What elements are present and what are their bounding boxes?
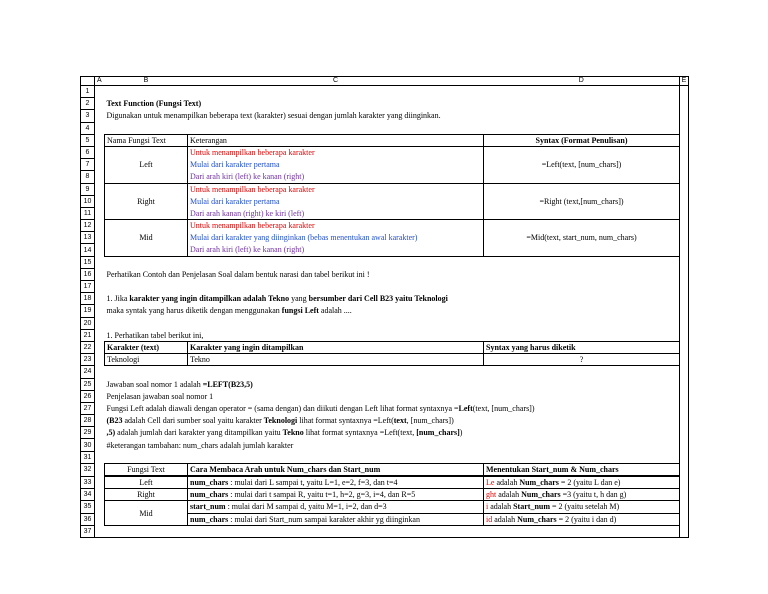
row-27	[81, 402, 689, 414]
function-name-cell[interactable]: Right	[105, 183, 188, 220]
table-cell[interactable]: Mid	[105, 501, 188, 525]
description-cell[interactable]: Untuk menampilkan beberapa karakter	[188, 146, 484, 158]
row-number[interactable]: 11	[81, 207, 95, 219]
row-28	[81, 415, 689, 427]
row-number[interactable]: 30	[81, 439, 95, 451]
row-18	[81, 293, 689, 305]
row-22	[81, 341, 689, 353]
table-cell[interactable]: ght adalah Num_chars =3 (yaitu t, h dan g)	[484, 489, 680, 501]
row-number[interactable]: 24	[81, 366, 95, 378]
row-number[interactable]: 31	[81, 451, 95, 463]
row-1	[81, 86, 689, 98]
row-20	[81, 317, 689, 329]
row-23	[81, 354, 689, 366]
row-5	[81, 134, 689, 146]
note-text: #keterangan tambahan: num_chars adalah jumlah karakter	[106, 440, 294, 450]
table-cell[interactable]: Right	[105, 489, 188, 501]
explanation-text: ,5) adalah jumlah dari karakter yang ditampilkan yaitu Tekno lihat format syntaxnya =Left(text, [num_chars])	[106, 428, 463, 438]
row-33	[81, 476, 689, 489]
table-header-cell[interactable]: Menentukan Start_num & Num_chars	[484, 463, 680, 476]
function-name-cell[interactable]: Mid	[105, 220, 188, 257]
row-6	[81, 146, 689, 158]
row-19	[81, 305, 689, 317]
row-15	[81, 256, 689, 268]
select-all-corner[interactable]	[81, 77, 95, 86]
row-21	[81, 329, 689, 341]
row-number[interactable]: 35	[81, 501, 95, 513]
row-number[interactable]: 16	[81, 268, 95, 280]
syntax-cell[interactable]: =Right (text,[num_chars])	[484, 183, 680, 220]
row-number[interactable]: 29	[81, 427, 95, 439]
table-cell[interactable]: num_chars : mulai dari t sampai R, yaitu t=1, h=2, g=3, i=4, dan R=5	[188, 489, 484, 501]
instruction-text: 1. Perhatikan tabel berikut ini,	[106, 330, 204, 340]
row-number[interactable]: 22	[81, 341, 95, 353]
description-cell[interactable]: Untuk menampilkan beberapa karakter	[188, 220, 484, 232]
row-number[interactable]: 36	[81, 513, 95, 525]
row-number[interactable]: 13	[81, 232, 95, 244]
syntax-cell[interactable]: =Left(text, [num_chars])	[484, 146, 680, 183]
row-number[interactable]: 21	[81, 329, 95, 341]
row-25	[81, 378, 689, 390]
row-32	[81, 463, 689, 476]
description-cell[interactable]: Dari arah kanan (right) ke kiri (left)	[188, 207, 484, 219]
row-number[interactable]: 26	[81, 390, 95, 402]
row-12	[81, 220, 689, 232]
row-number[interactable]: 19	[81, 305, 95, 317]
row-number[interactable]: 6	[81, 146, 95, 158]
row-number[interactable]: 33	[81, 476, 95, 489]
table-header-cell[interactable]: Nama Fungsi Text	[105, 134, 188, 146]
row-number[interactable]: 15	[81, 256, 95, 268]
table-header-cell[interactable]: Fungsi Text	[105, 463, 188, 476]
row-16	[81, 268, 689, 280]
answer-text: Jawaban soal nomor 1 adalah =LEFT(B23,5)	[106, 379, 253, 389]
row-number[interactable]: 27	[81, 402, 95, 414]
row-number[interactable]: 4	[81, 122, 95, 134]
question-text: 1. Jika karakter yang ingin ditampilkan adalah Tekno yang bersumber dari Cell B23 yaitu Teknologi	[106, 294, 448, 304]
instruction-text: Perhatikan Contoh dan Penjelasan Soal dalam bentuk narasi dan tabel berikut ini !	[106, 269, 370, 279]
row-34	[81, 489, 689, 501]
row-number[interactable]: 34	[81, 489, 95, 501]
explanation-text: Penjelasan jawaban soal nomor 1	[106, 391, 214, 401]
row-number[interactable]: 8	[81, 171, 95, 183]
description-cell[interactable]: Mulai dari karakter pertama	[188, 195, 484, 207]
description-cell[interactable]: Dari arah kiri (left) ke kanan (right)	[188, 244, 484, 256]
row-number[interactable]: 20	[81, 317, 95, 329]
row-number[interactable]: 32	[81, 463, 95, 476]
row-number[interactable]: 7	[81, 159, 95, 171]
table-header-cell[interactable]: Syntax (Format Penulisan)	[484, 134, 680, 146]
row-number[interactable]: 1	[81, 86, 95, 98]
function-name-cell[interactable]: Left	[105, 146, 188, 183]
row-2	[81, 98, 689, 110]
row-number[interactable]: 37	[81, 525, 95, 537]
column-header-row	[81, 77, 689, 86]
row-30	[81, 439, 689, 451]
table-cell[interactable]: Teknologi	[105, 354, 188, 366]
spreadsheet	[80, 76, 689, 538]
question-text: maka syntak yang harus diketik dengan menggunakan fungsi Left adalah ....	[106, 306, 352, 316]
table-header-cell[interactable]: Keterangan	[188, 134, 484, 146]
description-cell[interactable]: Mulai dari karakter pertama	[188, 159, 484, 171]
row-number[interactable]: 2	[81, 98, 95, 110]
row-37	[81, 525, 689, 537]
column-header-e[interactable]: E	[680, 77, 689, 86]
table-header-cell[interactable]: Cara Membaca Arah untuk Num_chars dan Start_num	[188, 463, 484, 476]
table-cell[interactable]: ?	[484, 354, 680, 366]
row-number[interactable]: 28	[81, 415, 95, 427]
table-cell[interactable]: Left	[105, 476, 188, 489]
column-header-b[interactable]: B	[105, 77, 188, 86]
table-cell[interactable]: i adalah Start_num = 2 (yaitu setelah M)	[484, 501, 680, 513]
column-header-d[interactable]: D	[484, 77, 680, 86]
row-35	[81, 501, 689, 513]
syntax-cell[interactable]: =Mid(text, start_num, num_chars)	[484, 220, 680, 257]
row-number[interactable]: 25	[81, 378, 95, 390]
description-cell[interactable]: Untuk menampilkan beberapa karakter	[188, 183, 484, 195]
table-header-cell[interactable]: Karakter yang ingin ditampilkan	[188, 341, 484, 353]
row-number[interactable]: 18	[81, 293, 95, 305]
table-cell[interactable]: Tekno	[188, 354, 484, 366]
table-header-cell[interactable]: Karakter (text)	[105, 341, 188, 353]
table-cell[interactable]: num_chars : mulai dari Start_num sampai karakter akhir yg diinginkan	[188, 513, 484, 525]
row-number[interactable]: 14	[81, 244, 95, 256]
row-26	[81, 390, 689, 402]
row-number[interactable]: 12	[81, 220, 95, 232]
row-number[interactable]: 23	[81, 354, 95, 366]
row-24	[81, 366, 689, 378]
table-cell[interactable]: num_chars : mulai dari L sampai t, yaitu L=1, e=2, f=3, dan t=4	[188, 476, 484, 489]
row-number[interactable]: 9	[81, 183, 95, 195]
row-9	[81, 183, 689, 195]
description-cell[interactable]: Dari arah kiri (left) ke kanan (right)	[188, 171, 484, 183]
table-header-cell[interactable]: Syntax yang harus diketik	[484, 341, 680, 353]
section-description: Digunakan untuk menampilkan beberapa text (karakter) sesuai dengan jumlah karakter yang diinginkan.	[106, 111, 441, 121]
table-cell[interactable]: start_num : mulai dari M sampai d, yaitu M=1, i=2, dan d=3	[188, 501, 484, 513]
column-header-a[interactable]: A	[95, 77, 105, 86]
row-number[interactable]: 5	[81, 134, 95, 146]
row-number[interactable]: 17	[81, 281, 95, 293]
row-3	[81, 110, 689, 122]
table-cell[interactable]: Le adalah Num_chars = 2 (yaitu L dan e)	[484, 476, 680, 489]
row-29	[81, 427, 689, 439]
row-17	[81, 281, 689, 293]
column-header-c[interactable]: C	[188, 77, 484, 86]
explanation-text: Fungsi Left adalah diawali dengan operator = (sama dengan) dan diikuti dengan Left lihat format syntaxnya =Left(text, [num_chars])	[106, 403, 535, 413]
row-number[interactable]: 10	[81, 195, 95, 207]
description-cell[interactable]: Mulai dari karakter yang diinginkan (bebas menentukan awal karakter)	[188, 232, 484, 244]
row-number[interactable]: 3	[81, 110, 95, 122]
table-cell[interactable]: id adalah Num_chars = 2 (yaitu i dan d)	[484, 513, 680, 525]
row-4	[81, 122, 689, 134]
explanation-text: (B23 adalah Cell dari sumber soal yaitu karakter Teknologi lihat format syntaxnya =Left(text, [num_chars])	[106, 416, 454, 426]
row-31	[81, 451, 689, 463]
section-title: Text Function (Fungsi Text)	[106, 99, 202, 109]
